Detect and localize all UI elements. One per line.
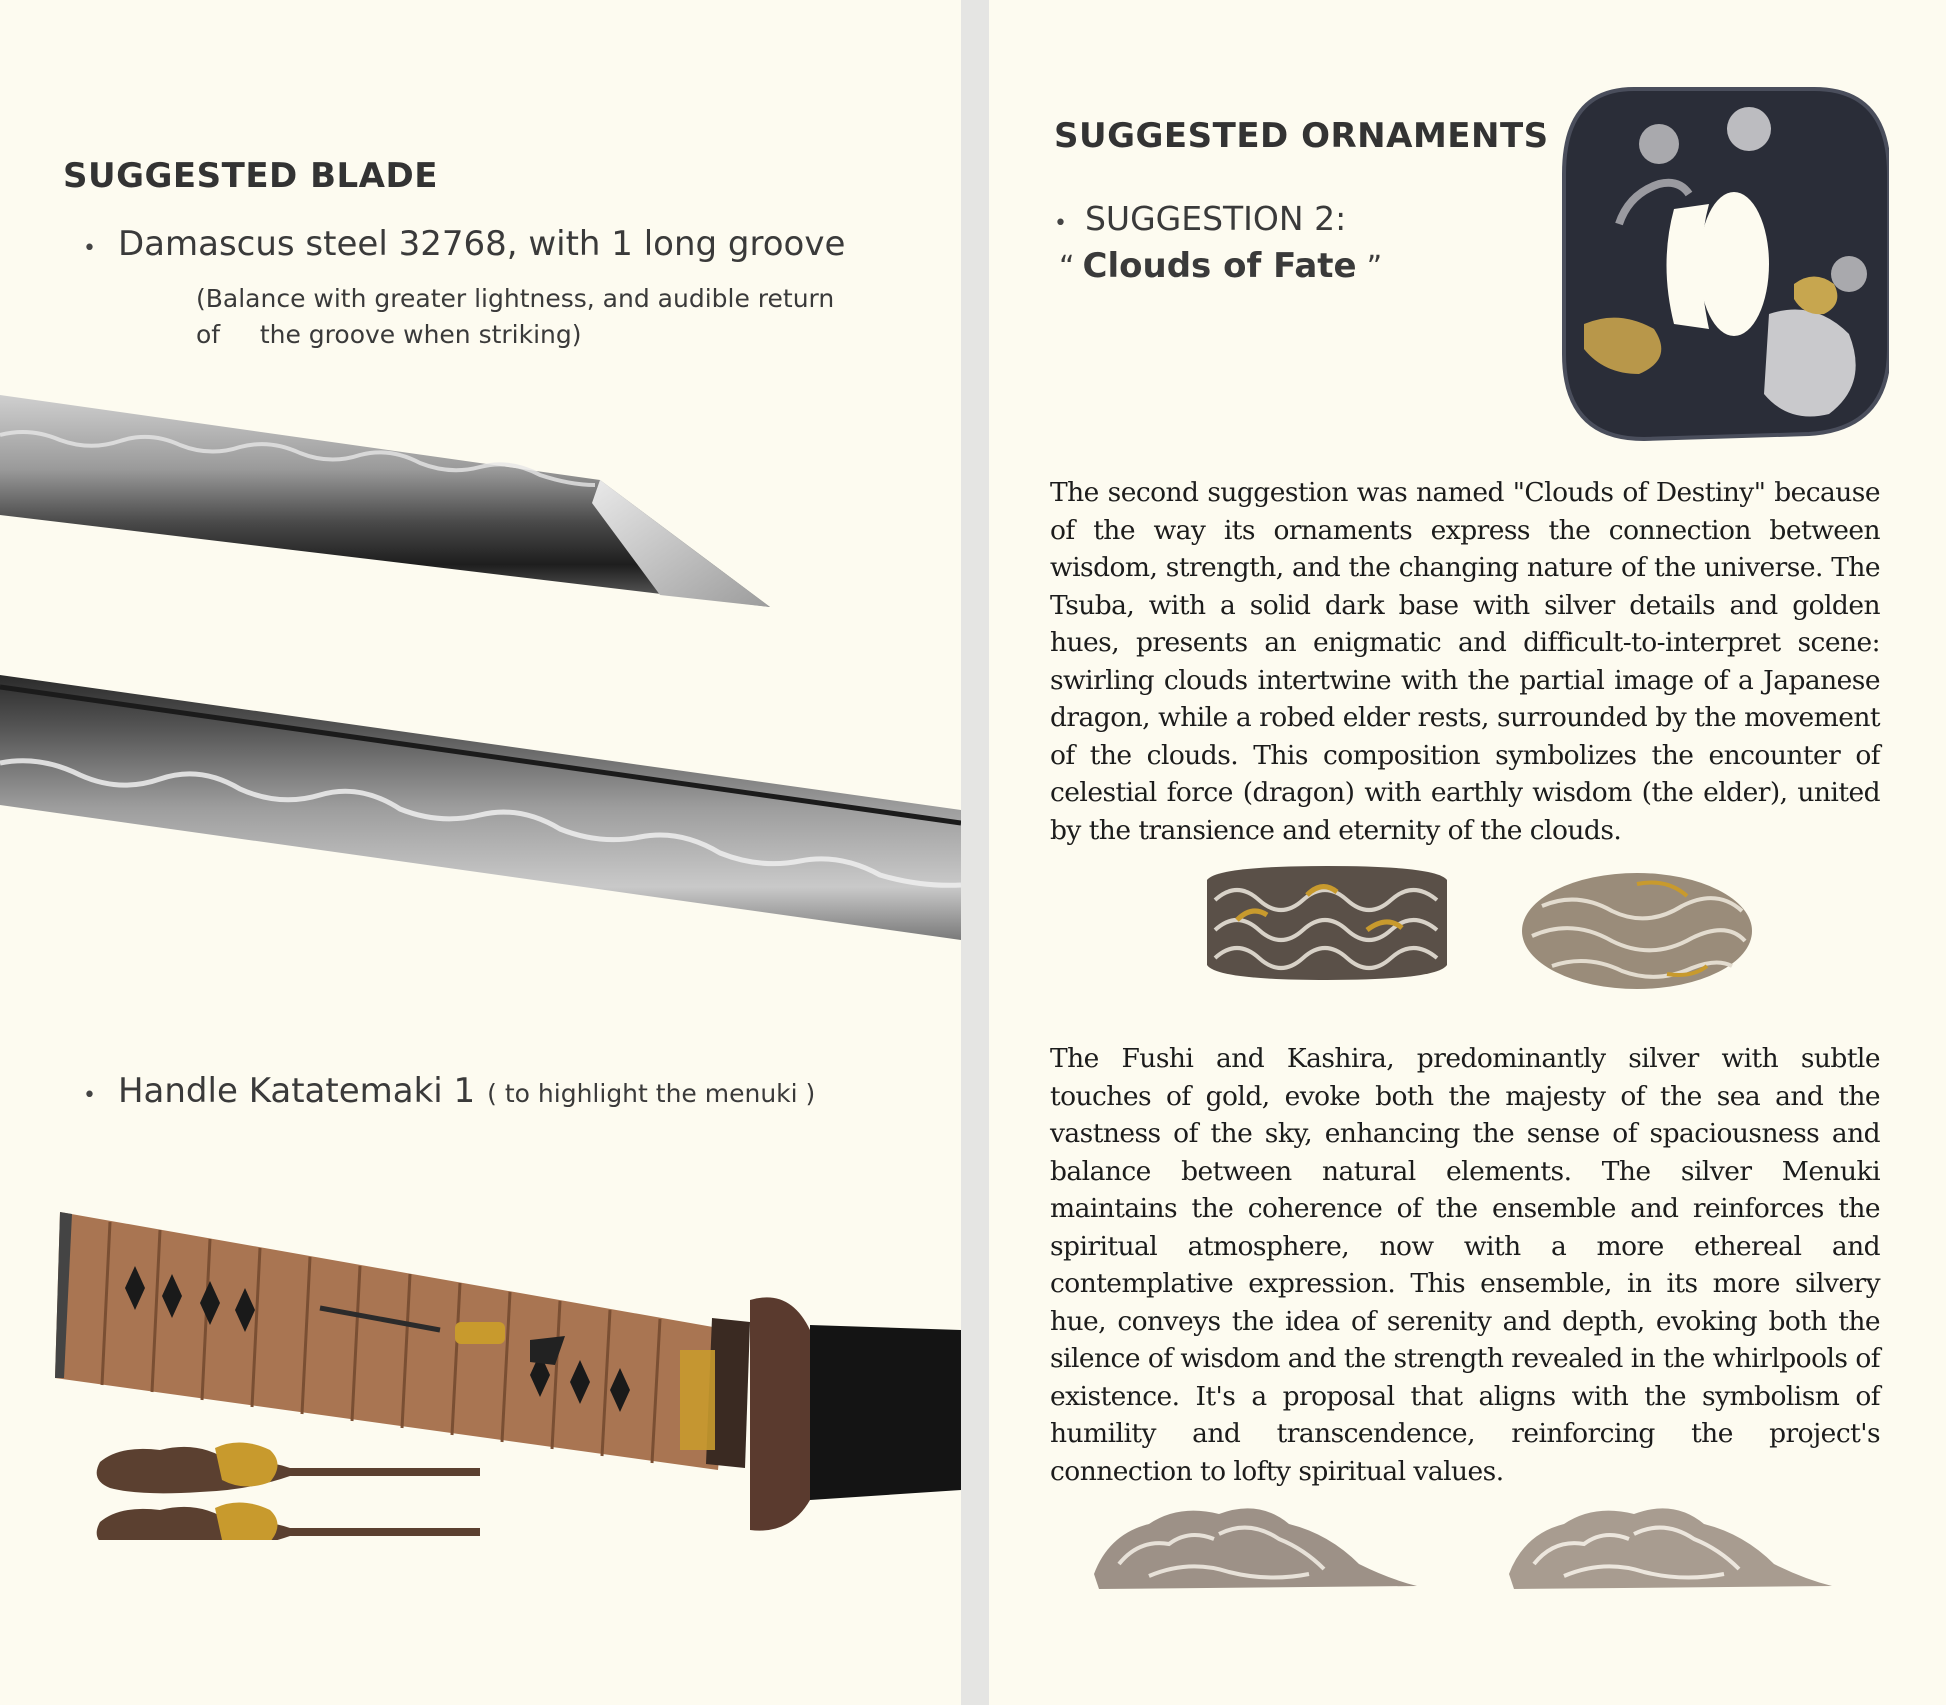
- handle-note: ( to highlight the menuki ): [487, 1079, 816, 1108]
- menuki-right-image: [1504, 1494, 1834, 1594]
- blade-title: Damascus steel 32768, with 1 long groove: [117, 224, 846, 264]
- kashira-image: [1517, 866, 1757, 996]
- left-page: [0, 0, 961, 1705]
- fushi-image: [1197, 860, 1457, 990]
- bullet-icon: •: [83, 1083, 96, 1108]
- suggestion-label: SUGGESTION 2:: [1084, 199, 1347, 238]
- handle-bullet-item: [83, 1071, 815, 1111]
- right-page: [989, 0, 1946, 1705]
- blade-note-line-2: of the groove when striking): [196, 320, 582, 349]
- handle-title: Handle Katatemaki 1: [117, 1071, 476, 1111]
- open-quote: “: [1059, 250, 1075, 285]
- suggestion-name-row: [1059, 246, 1382, 286]
- suggested-ornaments-heading: SUGGESTED ORNAMENTS: [1054, 116, 1549, 156]
- suggested-blade-heading: SUGGESTED BLADE: [63, 156, 438, 196]
- suggestion-item: [1054, 199, 1346, 238]
- blade-tip-image: [0, 385, 961, 625]
- suggestion-name: Clouds of Fate: [1082, 246, 1357, 286]
- page-gutter: [961, 0, 989, 1705]
- handle-image: [50, 1200, 961, 1540]
- bullet-icon: •: [83, 236, 96, 261]
- blade-body-image: [0, 665, 961, 945]
- menuki-left-image: [1089, 1494, 1419, 1594]
- blade-bullet-item: [83, 224, 845, 264]
- bullet-icon: •: [1054, 211, 1067, 236]
- ornaments-description-2: The Fushi and Kashira, predominantly silver with subtle touches of gold, evoke both the majesty of the sea and the vastness of the sky, enhancing the sense of spaciousness and balance between natural elements. The silver Menuki maintains the coherence of the ensemble and reinforces the spiritual atmosphere, now with a more ethereal and contemplative expression. This ensemble, in its more silvery hue, conveys the idea of serenity and depth, evoking both the silence of wisdom and the strength revealed in the whirlpools of existence. It's a proposal that aligns with the symbolism of humility and transcendence, reinforcing the project's connection to lofty spiritual values.: [1050, 1043, 1880, 1487]
- close-quote: ”: [1366, 250, 1383, 285]
- blade-note-line-1: (Balance with greater lightness, and audible return: [196, 284, 835, 313]
- tsuba-image: [1559, 84, 1889, 446]
- ornaments-description-1: The second suggestion was named "Clouds of Destiny" because of the way its ornaments express the connection between wisdom, strength, and the changing nature of the universe. The Tsuba, with a solid dark base with silver details and golden hues, presents an enigmatic and difficult-to-interpret scene: swirling clouds intertwine with the partial image of a Japanese dragon, while a robed elder rests, surrounded by the movement of the clouds. This composition symbolizes the encounter of celestial force (dragon) with earthly wisdom (the elder), united by the transience and eternity of the clouds.: [1050, 477, 1880, 846]
